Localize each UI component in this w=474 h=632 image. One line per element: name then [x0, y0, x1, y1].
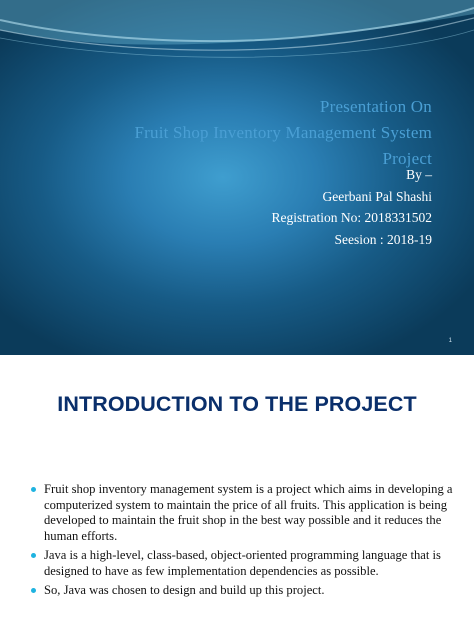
introduction-slide	[0, 355, 474, 632]
list-item	[36, 548, 456, 579]
title-line-3: Project	[382, 149, 432, 168]
registration-number: Registration No: 2018331502	[271, 210, 432, 225]
decorative-swoosh	[0, 0, 474, 70]
title-line-2: Fruit Shop Inventory Management System	[134, 123, 432, 142]
list-item	[36, 482, 456, 544]
page-number: 1	[448, 338, 452, 344]
author-info	[272, 164, 433, 250]
bullet-icon	[31, 588, 36, 593]
slide-heading: INTRODUCTION TO THE PROJECT	[57, 392, 417, 416]
list-item	[36, 583, 456, 599]
presentation-title	[134, 94, 432, 172]
by-label: By –	[406, 167, 432, 182]
title-line-1: Presentation On	[319, 97, 432, 116]
author-name: Geerbani Pal Shashi	[322, 188, 432, 204]
bullet-icon	[31, 553, 36, 558]
bullet-text: Java is a high-level, class-based, object-oriented programming language that is designed to have as few implementation dependencies as possible.	[44, 548, 441, 578]
bullet-icon	[31, 487, 36, 492]
bullet-text: Fruit shop inventory management system is a project which aims in developing a computerized system to maintain the price of all fruits. This application is being developed to maintain the fruit shop in the best way possible and it reduces the human efforts.	[44, 482, 453, 543]
bullet-list	[36, 482, 456, 603]
session: Seesion : 2018-19	[334, 231, 432, 247]
bullet-text: So, Java was chosen to design and build up this project.	[44, 583, 325, 597]
